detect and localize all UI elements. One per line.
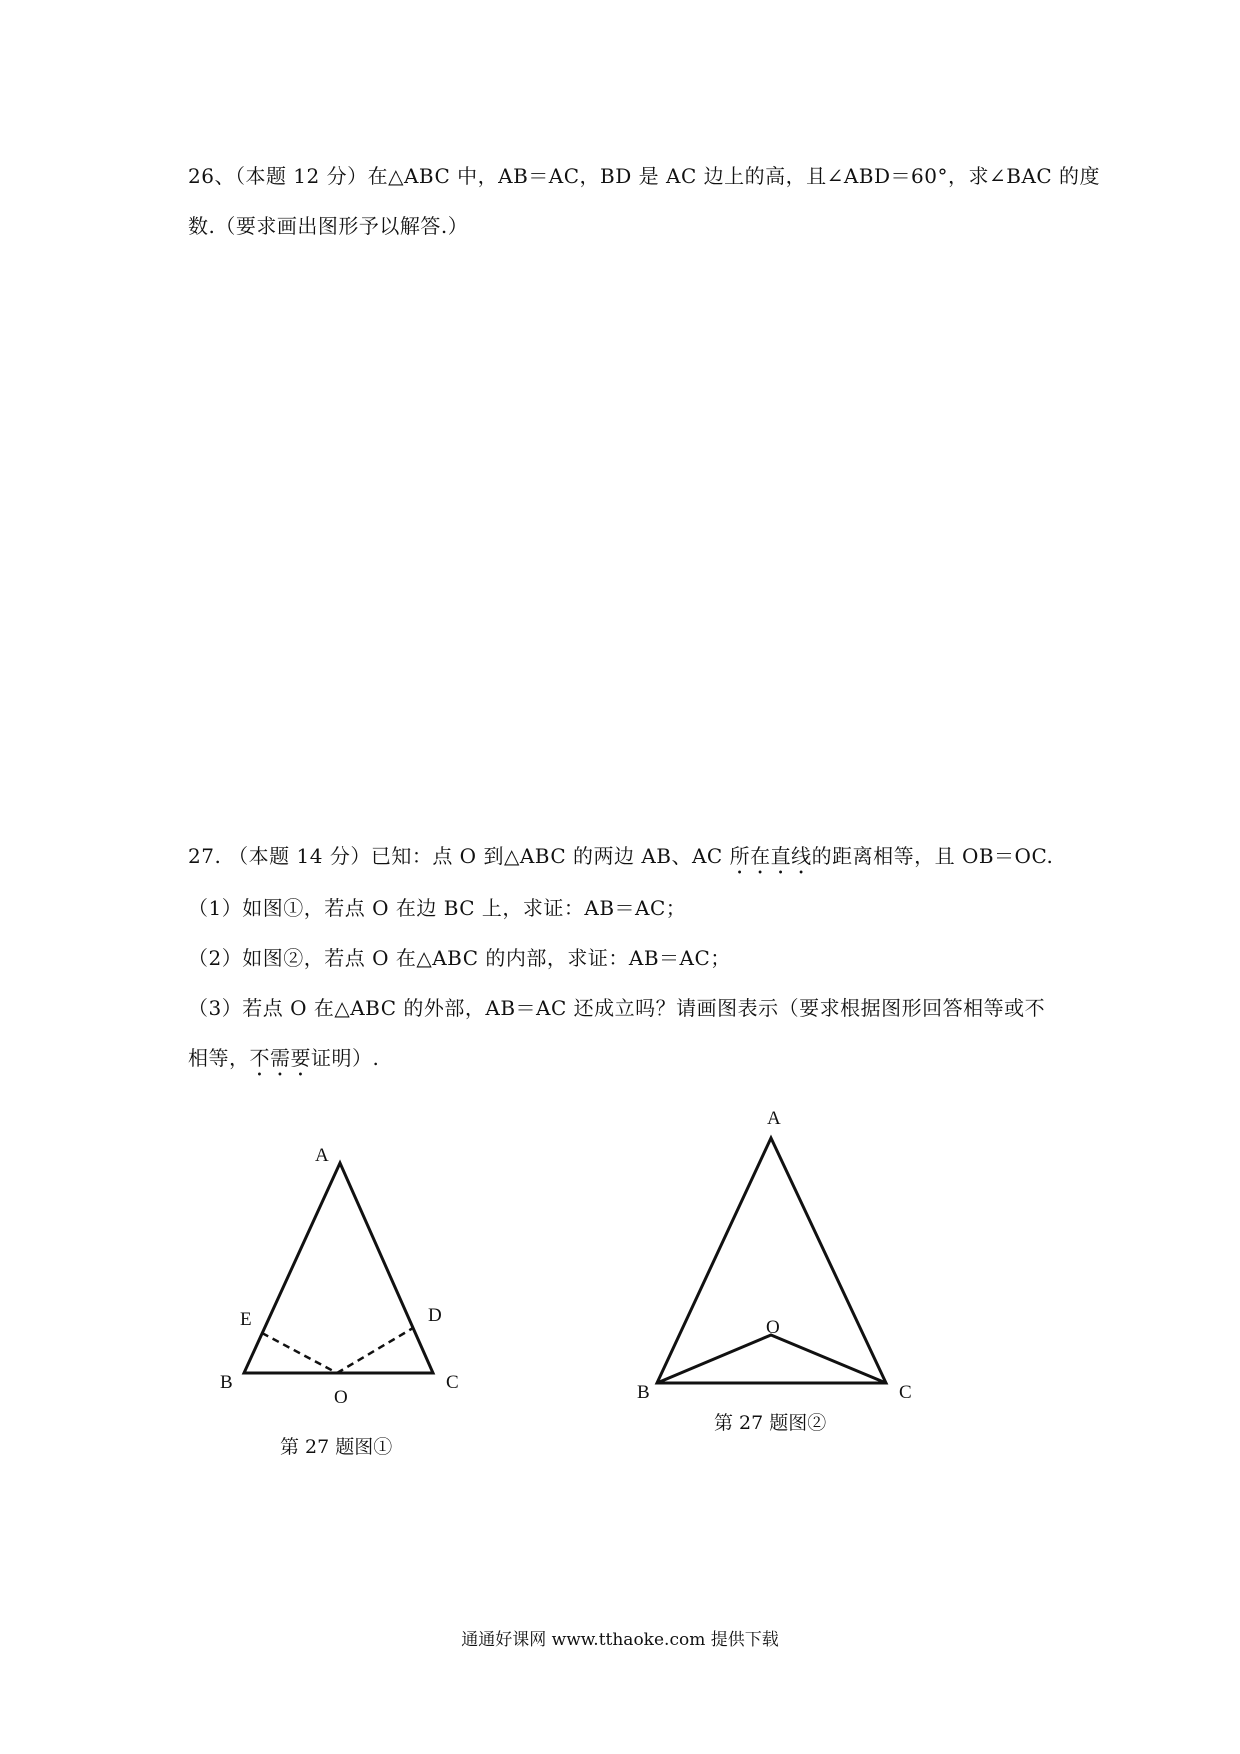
q27-stem-emphasis: 所在直线: [729, 844, 812, 868]
figure-2: [637, 1108, 912, 1403]
fig2-label-b: B: [637, 1382, 650, 1403]
q27-part3-emphasis: 不需要: [249, 1046, 311, 1070]
fig1-triangle-abc: [244, 1163, 433, 1373]
fig2-label-c: C: [899, 1382, 912, 1403]
fig2-label-o: O: [766, 1317, 780, 1338]
fig1-label-b: B: [220, 1372, 233, 1393]
q26-line-1: 26、（本题 12 分）在△ABC 中，AB＝AC，BD 是 AC 边上的高，且∠ABD＝60°，求∠BAC 的度: [188, 164, 1101, 188]
figure-1-caption: 第 27 题图①: [280, 1436, 393, 1458]
fig1-label-e: E: [240, 1309, 252, 1330]
q27-part-2: （2）如图②，若点 O 在△ABC 的内部，求证：AB＝AC；: [188, 946, 731, 970]
fig2-triangle-abc: [657, 1138, 886, 1383]
figure-2-caption: 第 27 题图②: [714, 1412, 827, 1434]
q27-part-1: （1）如图①，若点 O 在边 BC 上，求证：AB＝AC；: [188, 896, 687, 920]
fig1-label-o: O: [334, 1387, 348, 1408]
figure-1: [220, 1145, 459, 1408]
q27-part-3-line-1: （3）若点 O 在△ABC 的外部，AB＝AC 还成立吗？请画图表示（要求根据图形回答相等或不: [188, 996, 1046, 1020]
q27-part3-pre: 相等，: [188, 1046, 250, 1070]
q26-line-2: 数.（要求画出图形予以解答.）: [188, 214, 469, 238]
page-footer: 通通好课网 www.tthaoke.com 提供下载: [461, 1630, 779, 1650]
fig2-segments-bo-oc: [657, 1335, 886, 1383]
q27-stem-pre: 27. （本题 14 分）已知：点 O 到△ABC 的两边 AB、AC: [188, 844, 730, 868]
fig1-label-c: C: [446, 1372, 459, 1393]
fig2-label-a: A: [767, 1108, 781, 1129]
fig1-segment-do: [337, 1328, 413, 1373]
q27-stem-post: 的距离相等，且 OB＝OC.: [811, 844, 1054, 868]
q27-part3-post: 证明）.: [311, 1046, 380, 1070]
fig1-segment-eo: [262, 1333, 337, 1373]
fig1-label-a: A: [315, 1145, 329, 1166]
fig1-label-d: D: [428, 1305, 442, 1326]
